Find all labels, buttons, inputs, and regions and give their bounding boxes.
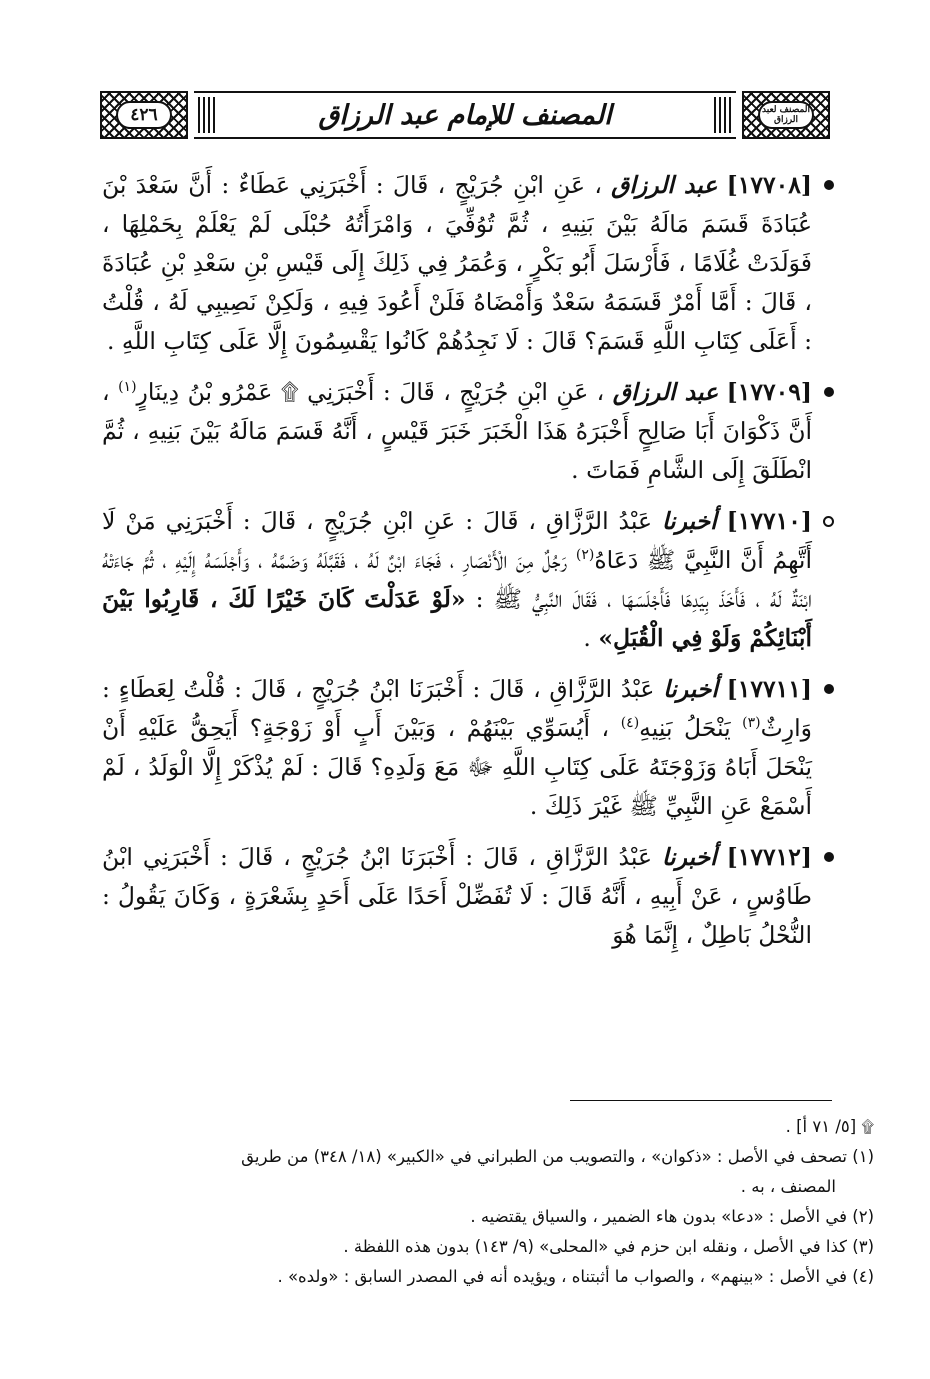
hadith-body: ، عَنِ ابْنِ جُرَيْجٍ ، قَالَ : أَخْبَرَنِي ۩ عَمْرُو بْنُ دِينَارٍ	[136, 378, 605, 406]
page-number-ornament	[100, 91, 188, 139]
hadith-paragraph	[102, 166, 834, 361]
footnote	[102, 1142, 874, 1172]
footnotes	[102, 1112, 874, 1292]
seal-text: المصنف لعبد الرزاق	[762, 105, 810, 125]
narrator-name: عبد الرزاق	[611, 171, 718, 199]
footnote-ref: (٣)	[742, 715, 761, 732]
narrator-name: عبد الرزاق	[612, 378, 719, 406]
hollow-circle-icon	[823, 516, 834, 527]
hadith-body: عَبْدُ الرَّزَّاقِ ، قَالَ : عَنِ ابْنِ جُرَيْجٍ ، قَالَ : أَخْبَرَنِي مَنْ لَا أَتَّهِمُ أَنَّ النَّبِيَّ ﷺ دَعَاهُ	[102, 507, 812, 574]
footnote-ref: (٢)	[575, 547, 595, 564]
manuscript-folio-ref: ۩ [٥/ ٧١ أ] .	[785, 1117, 874, 1136]
hadith-body: ، أَيُسَوِّي بَيْنَهُمْ ، وَبَيْنَ أَبٍ أَوْ زَوْجَةٍ؟ أَيَحِقُّ عَلَيْهِ أَنْ يَنْحَلَ أَبَاهُ وَزَوْجَتَهُ عَلَى كِتَابِ اللَّهِ ﷻ مَعَ وَلَدِهِ؟ قَالَ : لَمْ يُذْكَرْ إِلَّا الْوَلَدُ ، لَمْ أَسْمَعْ عَنِ النَّبِيِّ ﷺ غَيْرَ ذَلِكَ .	[102, 714, 812, 820]
hadith-body: رَجُلٌ مِنَ الْأَنْصَارِ ، فَجَاءَ ابْنٌ لَهُ ، فَقَبَّلَهُ وَضَمَّهُ ، وَأَجْلَسَهُ إِلَيْهِ ، ثُمَّ جَاءَتْهُ ابْنَةٌ لَهُ ، فَأَخَذَ بِيَدِهَا فَأَجْلَسَهَا ، فَقَالَ النَّبِيُّ ﷺ :	[102, 546, 812, 613]
footnote-label: (٢)	[852, 1207, 874, 1226]
narrator-name: أخبرنا	[661, 507, 717, 535]
hadith-number: [١٧٧١١]	[726, 675, 812, 703]
footnote	[102, 1262, 874, 1292]
footnote-label: (٤)	[852, 1267, 874, 1286]
hadith-tail: .	[583, 624, 591, 652]
footnote-text: في الأصل : «دعا» بدون هاء الضمير ، والسياق يقتضيه .	[470, 1207, 847, 1226]
footnote-text: كذا في الأصل ، ونقله ابن حزم في «المحلى» (٩/ ١٤٣) بدون هذه اللفظة .	[343, 1237, 847, 1256]
footnote-continuation: المصنف ، به .	[740, 1177, 836, 1196]
footnote-label: (١)	[852, 1147, 874, 1166]
hadith-body: ، أَنَّ ذَكْوَانَ أَبَا صَالِحٍ أَخْبَرَهُ هَذَا الْخَبَرَ خَبَرَ قَيْسٍ ، أَنَّهُ قَسَمَ مَالَهُ بَيْنَ بَنِيهِ ، ثُمَّ انْطَلَقَ إِلَى الشَّامِ فَمَاتَ .	[102, 378, 812, 484]
hadith-number: [١٧٧٠٩]	[726, 378, 812, 406]
header-title-frame	[194, 91, 736, 139]
hadith-body: عَبْدُ الرَّزَّاقِ ، قَالَ : أَخْبَرَنَا ابْنُ جُرَيْجٍ ، قَالَ : قُلْتُ لِعَطَاءٍ : وَارِثٌ	[102, 675, 812, 742]
hadith-paragraph	[102, 838, 834, 955]
hadith-paragraph	[102, 502, 834, 658]
footnote	[102, 1232, 874, 1262]
footnote-divider	[570, 1100, 832, 1101]
footnote-ref: (٤)	[620, 715, 640, 732]
running-header	[100, 86, 830, 144]
hadith-paragraph	[102, 670, 834, 826]
prophetic-quote: «لَوْ عَدَلْتَ كَانَ خَيْرًا لَكَ ، قَارِبُوا بَيْنَ أَبْنَائِكُمْ وَلَوْ فِي الْقُبَلِ»	[102, 585, 812, 652]
footnote-ref: (١)	[118, 379, 137, 396]
filled-circle-icon	[824, 852, 834, 862]
filled-circle-icon	[824, 180, 834, 190]
hadith-number: [١٧٧١٢]	[726, 843, 812, 871]
hadith-body: عَبْدُ الرَّزَّاقِ ، قَالَ : أَخْبَرَنَا ابْنُ جُرَيْجٍ ، قَالَ : أَخْبَرَنِي ابْنُ طَاوُسٍ ، عَنْ أَبِيهِ ، أَنَّهُ قَالَ : لَا تُفَضِّلْ أَحَدًا عَلَى أَحَدٍ بِشَعْرَةٍ ، وَكَانَ يَقُولُ : النُّحْلُ بَاطِلٌ ، إِنَّمَا هُوَ	[102, 843, 812, 949]
filled-circle-icon	[824, 387, 834, 397]
footnote-label: (٣)	[852, 1237, 874, 1256]
seal-ornament	[742, 91, 830, 139]
filled-circle-icon	[824, 684, 834, 694]
hadith-text	[102, 166, 834, 967]
page-number: ٤٢٦	[116, 101, 172, 129]
footnote	[102, 1202, 874, 1232]
hadith-body: ، عَنِ ابْنِ جُرَيْجٍ ، قَالَ : أَخْبَرَنِي عَطَاءٌ : أَنَّ سَعْدَ بْنَ عُبَادَةَ قَسَمَ مَالَهُ بَيْنَ بَنِيهِ ، ثُمَّ تُوُفِّيَ ، وَامْرَأَتُهُ حُبْلَى لَمْ يَعْلَمْ بِحَمْلِهَا ، فَوَلَدَتْ غُلَامًا ، فَأَرْسَلَ أَبُو بَكْرٍ ، وَعُمَرُ فِي ذَلِكَ إِلَى قَيْسِ بْنِ سَعْدِ بْنِ عُبَادَةَ ، قَالَ : أَمَّا أَمْرٌ قَسَمَهُ سَعْدٌ وَأَمْضَاهُ فَلَنْ أَعُودَ فِيهِ ، وَلَكِنْ نَصِيبِي لَهُ ، قُلْتُ : أَعَلَى كِتَابِ اللَّهِ قَسَمَ؟ قَالَ : لَا نَجِدُهُمْ كَانُوا يَقْسِمُونَ إِلَّا عَلَى كِتَابِ اللَّهِ .	[102, 171, 812, 355]
narrator-name: أخبرنا	[663, 675, 718, 703]
footnote-text: في الأصل : «بينهم» ، والصواب ما أثبتناه ، ويؤيده أنه في المصدر السابق : «ولده» .	[277, 1267, 847, 1286]
narrator-name: أخبرنا	[661, 843, 717, 871]
hadith-number: [١٧٧٠٨]	[726, 171, 812, 199]
hadith-body: يَنْحَلُ بَنِيهِ	[639, 714, 731, 742]
footnote-text: تصحف في الأصل : «ذكوان» ، والتصويب من الطبراني في «الكبير» (١٨/ ٣٤٨) من طريق	[241, 1147, 847, 1166]
book-title: المصنف للإمام عبد الرزاق	[318, 99, 612, 131]
hadith-number: [١٧٧١٠]	[726, 507, 812, 535]
hadith-paragraph	[102, 373, 834, 490]
